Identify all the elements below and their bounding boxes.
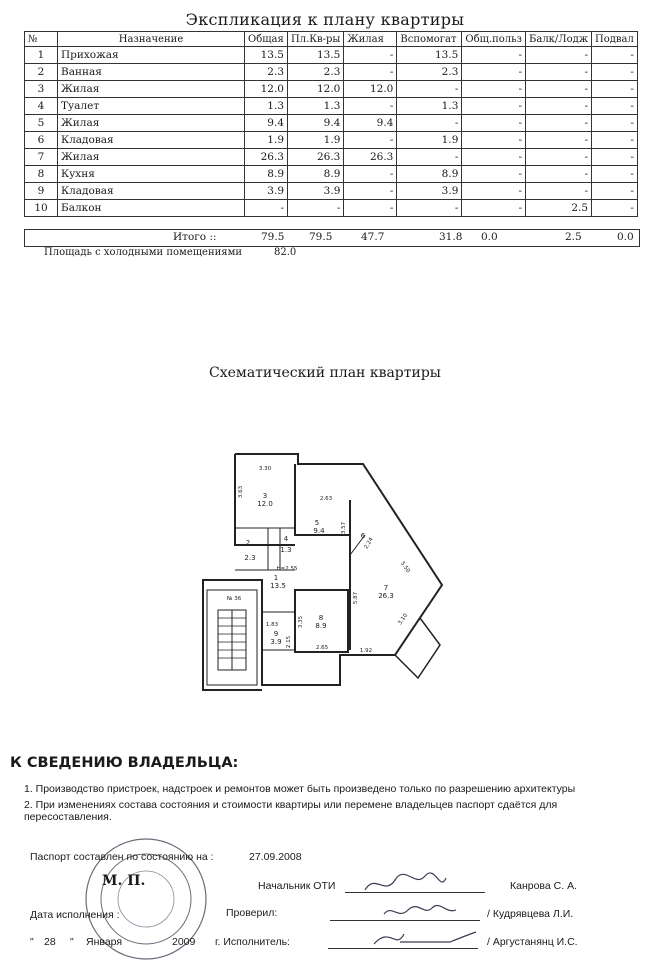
value-cell: 1.3: [288, 98, 344, 115]
total-value: 31.8: [439, 231, 463, 243]
col-header: Пл.Кв-ры: [288, 32, 344, 47]
value-cell: 2.3: [397, 64, 462, 81]
table-row: [25, 81, 638, 98]
total-value: 2.5: [565, 231, 582, 243]
room-label: 4: [283, 535, 289, 543]
dimension-label: 3.35: [298, 615, 304, 629]
value-cell: -: [526, 115, 592, 132]
dimension-label: 1.92: [359, 648, 373, 654]
dimension-label: 2.24: [363, 536, 375, 551]
notice-heading: К СВЕДЕНИЮ ВЛАДЕЛЬЦА:: [10, 755, 239, 771]
dimension-label: 3.57: [341, 521, 347, 535]
col-header: Балк/Лодж: [526, 32, 592, 47]
checked-signature: [380, 898, 460, 924]
value-cell: -: [526, 98, 592, 115]
total-value: 79.5: [261, 231, 285, 243]
value-cell: -: [592, 183, 638, 200]
mp-label: М. П.: [102, 873, 146, 889]
room-name-cell: Ванная: [58, 64, 245, 81]
value-cell: 1.3: [245, 98, 288, 115]
value-cell: -: [288, 200, 344, 217]
cold-area-value: 82.0: [274, 247, 297, 258]
total-value: 47.7: [361, 231, 385, 243]
row-number-cell: 10: [25, 200, 58, 217]
value-cell: 2.3: [245, 64, 288, 81]
value-cell: -: [592, 64, 638, 81]
passport-date-label: Паспорт составлен по состоянию на :: [30, 851, 214, 863]
dimension-label: 5.87: [353, 591, 359, 605]
dimension-label: 1.83: [265, 622, 279, 628]
col-header: Назначение: [58, 32, 245, 47]
table-row: [25, 132, 638, 149]
room-name-cell: Жилая: [58, 149, 245, 166]
value-cell: -: [462, 149, 526, 166]
cold-area-label: Площадь с холодными помещениями: [44, 247, 243, 258]
checked-label: Проверил:: [226, 907, 278, 919]
value-cell: 3.9: [397, 183, 462, 200]
value-cell: -: [462, 166, 526, 183]
value-cell: 9.4: [245, 115, 288, 132]
row-number-cell: 3: [25, 81, 58, 98]
value-cell: -: [397, 200, 462, 217]
row-number-cell: 8: [25, 166, 58, 183]
value-cell: 26.3: [344, 149, 397, 166]
value-cell: 3.9: [245, 183, 288, 200]
table-row: [25, 183, 638, 200]
totals-label: Итого ::: [173, 231, 217, 243]
room-name-cell: Жилая: [58, 81, 245, 98]
value-cell: -: [344, 200, 397, 217]
value-cell: -: [592, 47, 638, 64]
room-name-cell: Кладовая: [58, 132, 245, 149]
value-cell: 9.4: [344, 115, 397, 132]
value-cell: 1.9: [397, 132, 462, 149]
value-cell: 3.9: [288, 183, 344, 200]
value-cell: 26.3: [288, 149, 344, 166]
col-header: №: [25, 32, 58, 47]
date-day: 28: [44, 936, 56, 948]
document-title: Экспликация к плану квартиры: [185, 10, 465, 29]
value-cell: 13.5: [288, 47, 344, 64]
value-cell: -: [526, 166, 592, 183]
value-cell: -: [344, 47, 397, 64]
room-area: 13.5: [270, 582, 286, 590]
value-cell: -: [592, 132, 638, 149]
value-cell: 2.3: [288, 64, 344, 81]
value-cell: -: [592, 200, 638, 217]
date-month: Января: [86, 936, 123, 948]
value-cell: 1.3: [397, 98, 462, 115]
value-cell: -: [245, 200, 288, 217]
table-row: [25, 200, 638, 217]
dimension-label: 3.63: [238, 485, 244, 499]
row-number-cell: 7: [25, 149, 58, 166]
table-row: [25, 166, 638, 183]
chief-signature: [360, 868, 450, 898]
executor-signature: [370, 924, 480, 952]
value-cell: 12.0: [288, 81, 344, 98]
value-cell: 1.9: [245, 132, 288, 149]
value-cell: -: [344, 166, 397, 183]
col-header: Жилая: [344, 32, 397, 47]
row-number-cell: 2: [25, 64, 58, 81]
value-cell: -: [462, 47, 526, 64]
value-cell: -: [462, 64, 526, 81]
chief-label: Начальник ОТИ: [258, 880, 336, 892]
value-cell: -: [344, 64, 397, 81]
room-label: 7: [383, 584, 389, 592]
col-header: Подвал: [592, 32, 638, 47]
explication-table: [24, 31, 638, 217]
value-cell: -: [397, 149, 462, 166]
value-cell: -: [526, 183, 592, 200]
value-cell: -: [462, 132, 526, 149]
floor-plan: [190, 440, 450, 700]
value-cell: 8.9: [245, 166, 288, 183]
room-area: 26.3: [378, 592, 394, 600]
room-area: 2.3: [244, 554, 256, 562]
executor-name: / Аргустанянц И.С.: [487, 936, 578, 948]
value-cell: -: [462, 98, 526, 115]
date-quote-open: ": [30, 936, 34, 948]
balcony-wall: [395, 618, 440, 678]
value-cell: -: [397, 115, 462, 132]
stairs: [218, 610, 232, 670]
room-area: 8.9: [315, 622, 327, 630]
table-row: [25, 47, 638, 64]
value-cell: -: [344, 132, 397, 149]
value-cell: -: [462, 81, 526, 98]
room-area: 3.9: [270, 638, 282, 646]
room-label: 9: [273, 630, 279, 638]
row-number-cell: 6: [25, 132, 58, 149]
value-cell: 1.9: [288, 132, 344, 149]
room-name-cell: Кухня: [58, 166, 245, 183]
value-cell: -: [526, 132, 592, 149]
room-label: 1: [273, 574, 279, 582]
room-name-cell: Кладовая: [58, 183, 245, 200]
value-cell: 2.5: [526, 200, 592, 217]
room-area: 9.4: [313, 527, 325, 535]
value-cell: -: [344, 98, 397, 115]
value-cell: -: [592, 149, 638, 166]
total-value: 0.0: [617, 231, 634, 243]
plan-title: Схематический план квартиры: [209, 365, 441, 381]
table-row: [25, 64, 638, 81]
value-cell: 13.5: [397, 47, 462, 64]
checked-name: / Кудрявцева Л.И.: [487, 908, 574, 920]
col-header: Вспомогат: [397, 32, 462, 47]
row-number-cell: 5: [25, 115, 58, 132]
room-name-cell: Туалет: [58, 98, 245, 115]
stairs: [232, 610, 246, 670]
room-label: 5: [314, 519, 320, 527]
totals-row: [24, 229, 640, 247]
row-number-cell: 4: [25, 98, 58, 115]
dimension-label: 3.10: [397, 612, 410, 627]
total-value: 79.5: [309, 231, 333, 243]
dimension-label: 2.65: [315, 645, 329, 651]
value-cell: -: [526, 81, 592, 98]
table-header-row: [25, 32, 638, 47]
value-cell: -: [592, 166, 638, 183]
date-quote-close: ": [70, 936, 74, 948]
value-cell: 12.0: [245, 81, 288, 98]
value-cell: 8.9: [397, 166, 462, 183]
passport-date: 27.09.2008: [249, 851, 302, 863]
value-cell: 26.3: [245, 149, 288, 166]
chief-name: Канрова С. А.: [510, 880, 577, 892]
value-cell: 12.0: [344, 81, 397, 98]
room-area: 12.0: [257, 500, 273, 508]
value-cell: -: [397, 81, 462, 98]
notice-item-2: 2. При изменениях состава состояния и стоимости квартиры или перемене владельцев паспорт сдаётся для: [24, 799, 558, 811]
table-row: [25, 98, 638, 115]
dimension-label: 5.50: [398, 560, 411, 575]
total-value: 0.0: [481, 231, 498, 243]
value-cell: -: [462, 200, 526, 217]
notice-item-1: 1. Производство пристроек, надстроек и ремонтов может быть произведено только по разрешению архитектуры: [24, 783, 576, 795]
notice-item-2-cont: пересоставления.: [24, 811, 112, 823]
date-year: 2009: [172, 936, 196, 948]
value-cell: 8.9: [288, 166, 344, 183]
value-cell: -: [592, 81, 638, 98]
date-label: Дата исполнения :: [30, 909, 120, 921]
value-cell: -: [592, 98, 638, 115]
col-header: Общая: [245, 32, 288, 47]
table-row: [25, 115, 638, 132]
value-cell: -: [462, 115, 526, 132]
room-label: 6: [360, 532, 366, 540]
room-name-cell: Жилая: [58, 115, 245, 132]
room-label: 3: [262, 492, 268, 500]
stairwell-label: № 36: [226, 596, 242, 602]
value-cell: 9.4: [288, 115, 344, 132]
value-cell: -: [462, 183, 526, 200]
room-name-cell: Балкон: [58, 200, 245, 217]
value-cell: -: [592, 115, 638, 132]
dimension-label: 2.63: [319, 496, 333, 502]
row-number-cell: 1: [25, 47, 58, 64]
dimension-label: 3.30: [258, 466, 272, 472]
value-cell: -: [526, 149, 592, 166]
room-name-cell: Прихожая: [58, 47, 245, 64]
value-cell: 13.5: [245, 47, 288, 64]
height-label: H=2.55: [276, 566, 298, 572]
value-cell: -: [344, 183, 397, 200]
dimension-label: 2.15: [286, 635, 292, 649]
table-row: [25, 149, 638, 166]
room-label: 8: [318, 614, 324, 622]
value-cell: -: [526, 47, 592, 64]
room-area: 1.3: [280, 546, 292, 554]
executor-label: г. Исполнитель:: [215, 936, 290, 948]
room-label: 2: [245, 539, 251, 547]
value-cell: -: [526, 64, 592, 81]
row-number-cell: 9: [25, 183, 58, 200]
col-header: Общ.польз: [462, 32, 526, 47]
